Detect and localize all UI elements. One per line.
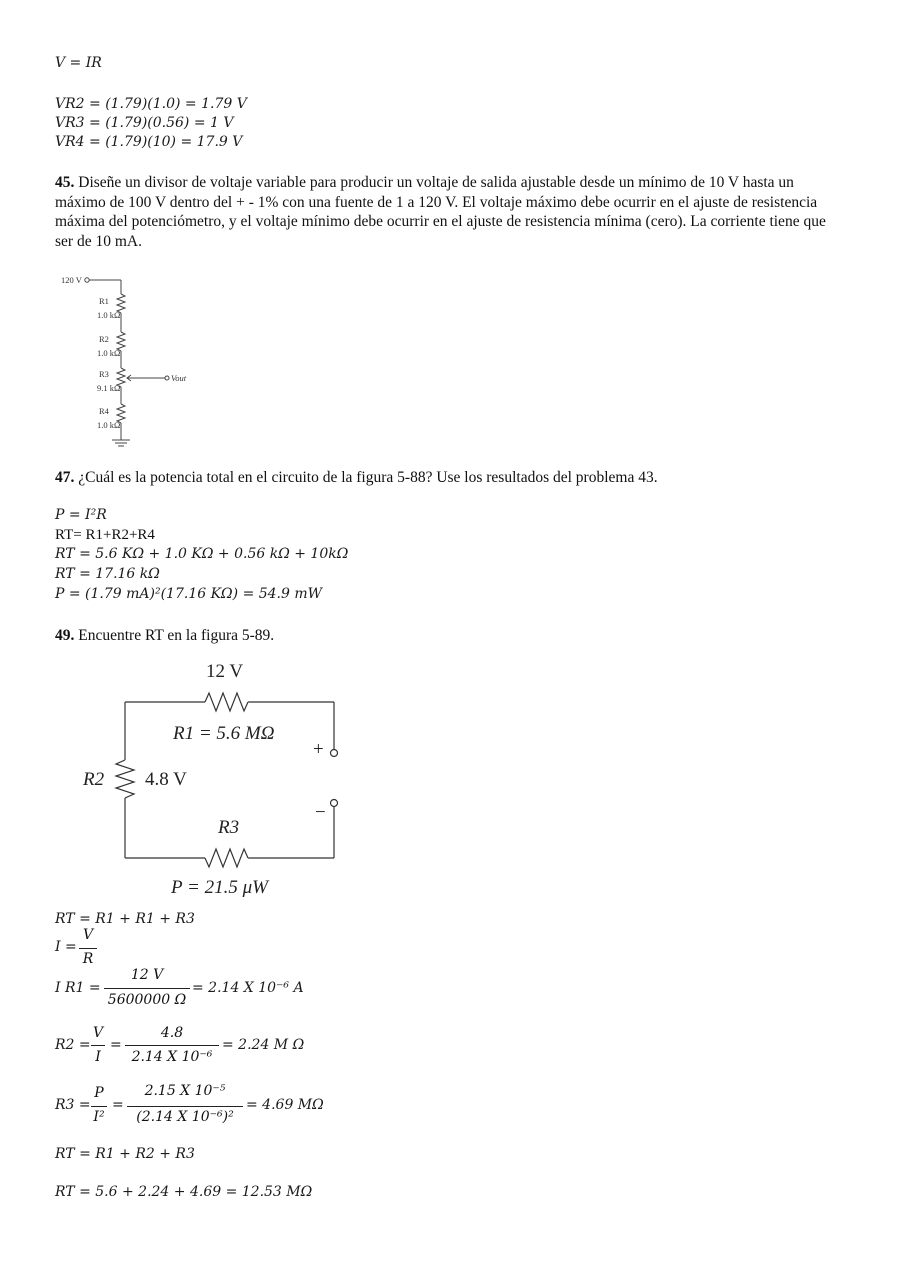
problem-47-text: ¿Cuál es la potencia total en el circuito de la figura 5-88? Use los resultados del problema 43.	[78, 469, 658, 486]
equation-vr4: VR4 = (1.79)(10) = 17.9 V	[55, 134, 243, 150]
problem-45-text: Diseñe un divisor de voltaje variable para producir un voltaje de salida ajustable desde un mínimo de 10 V hasta un máximo de 100 V dentro del + - 1% con una fuente de 1 a 120 V. El voltaje máximo debe ocurrir en el ajuste de resistencia máxima del potenciómetro, y el voltaje mínimo debe ocurrir en el ajuste de resistencia mínima (cero). La corriente tiene que ser de 10 mA.	[55, 174, 826, 250]
minus-sign: −	[315, 802, 326, 823]
plus-terminal	[331, 750, 338, 757]
problem-49	[55, 626, 845, 646]
r4-value: 1.0 kΩ	[97, 420, 121, 430]
r1-value: 1.0 kΩ	[97, 310, 121, 320]
problem-47	[55, 468, 845, 488]
equation-i-lhs: I =	[55, 939, 77, 955]
equation-rt-final-result: RT = 5.6 + 2.24 + 4.69 = 12.53 MΩ	[55, 1184, 313, 1200]
r2-f1-numerator: V	[92, 1025, 104, 1041]
r3-label: R3	[218, 817, 240, 838]
equation-ir1-result: = 2.14 X 10⁻⁶ A	[192, 980, 304, 996]
problem-45-number: 45.	[55, 174, 75, 191]
equation-r3-result: = 4.69 MΩ	[246, 1097, 324, 1113]
equation-power: P = I²R	[55, 507, 107, 523]
r3-f1-numerator: P	[94, 1085, 104, 1101]
source-terminal	[85, 278, 89, 282]
equation-ir1-lhs: I R1 =	[55, 980, 101, 996]
r3-f2-denominator: (2.14 X 10⁻⁶)²	[136, 1109, 234, 1125]
equation-r3-lhs: R3 =	[55, 1097, 91, 1113]
source-label: 120 V	[61, 275, 82, 285]
equation-v-ir: V = IR	[55, 55, 102, 71]
r3-value: 9.1 kΩ	[97, 383, 121, 393]
r3-f1-denominator: I²	[93, 1109, 105, 1125]
r2-f2-numerator: 4.8	[160, 1025, 184, 1041]
r2-voltage-label: 4.8 V	[145, 769, 187, 790]
equation-r2-lhs: R2 =	[55, 1037, 91, 1053]
resistor-r2	[116, 760, 134, 798]
resistor-r1	[205, 693, 248, 711]
r1-name: R1	[99, 296, 109, 306]
problem-45	[55, 173, 845, 251]
minus-terminal	[331, 800, 338, 807]
fraction-bar	[91, 1045, 105, 1046]
fraction-bar	[104, 988, 190, 989]
r2-value: 1.0 kΩ	[97, 348, 121, 358]
equation-rt-result: RT = 17.16 kΩ	[55, 566, 160, 582]
r1-label: R1 = 5.6 MΩ	[173, 723, 275, 744]
r3-name: R3	[99, 369, 109, 379]
r3-power-label: P = 21.5 μW	[171, 877, 268, 898]
fraction-bar	[127, 1106, 243, 1107]
vout-terminal	[165, 376, 169, 380]
equation-r2-result: = 2.24 M Ω	[222, 1037, 305, 1053]
r2-label: R2	[83, 769, 105, 790]
series-circuit	[75, 655, 365, 905]
r2-equals: =	[110, 1037, 122, 1053]
r2-f2-denominator: 2.14 X 10⁻⁶	[131, 1049, 213, 1065]
problem-47-number: 47.	[55, 469, 75, 486]
vout-label: Vout	[171, 373, 187, 383]
equation-rt-sum: RT= R1+R2+R4	[55, 527, 155, 543]
plus-sign: +	[313, 739, 324, 760]
r4-name: R4	[99, 406, 109, 416]
fraction-bar	[79, 948, 97, 949]
r2-name: R2	[99, 334, 109, 344]
ir1-numerator: 12 V	[130, 967, 164, 983]
voltage-divider-circuit	[55, 268, 215, 458]
r3-f2-numerator: 2.15 X 10⁻⁵	[144, 1083, 226, 1099]
equation-vr2: VR2 = (1.79)(1.0) = 1.79 V	[55, 96, 247, 112]
equation-power-result: P = (1.79 mA)²(17.16 KΩ) = 54.9 mW	[55, 586, 323, 602]
equation-rt-values: RT = 5.6 KΩ + 1.0 KΩ + 0.56 kΩ + 10kΩ	[55, 546, 349, 562]
ir1-denominator: 5600000 Ω	[107, 992, 187, 1008]
problem-49-number: 49.	[55, 627, 75, 644]
equation-rt-final-sum: RT = R1 + R2 + R3	[55, 1146, 195, 1162]
i-denominator: R	[82, 951, 94, 967]
fraction-bar	[91, 1106, 107, 1107]
equation-vr3: VR3 = (1.79)(0.56) = 1 V	[55, 115, 234, 131]
i-numerator: V	[82, 927, 94, 943]
r3-equals: =	[112, 1097, 124, 1113]
problem-49-text: Encuentre RT en la figura 5-89.	[78, 627, 275, 644]
equation-rt-sum-2: RT = R1 + R1 + R3	[55, 911, 195, 927]
r1-voltage-label: 12 V	[206, 661, 244, 682]
resistor-r3	[205, 849, 248, 867]
r2-f1-denominator: I	[95, 1049, 101, 1065]
fraction-bar	[125, 1045, 219, 1046]
